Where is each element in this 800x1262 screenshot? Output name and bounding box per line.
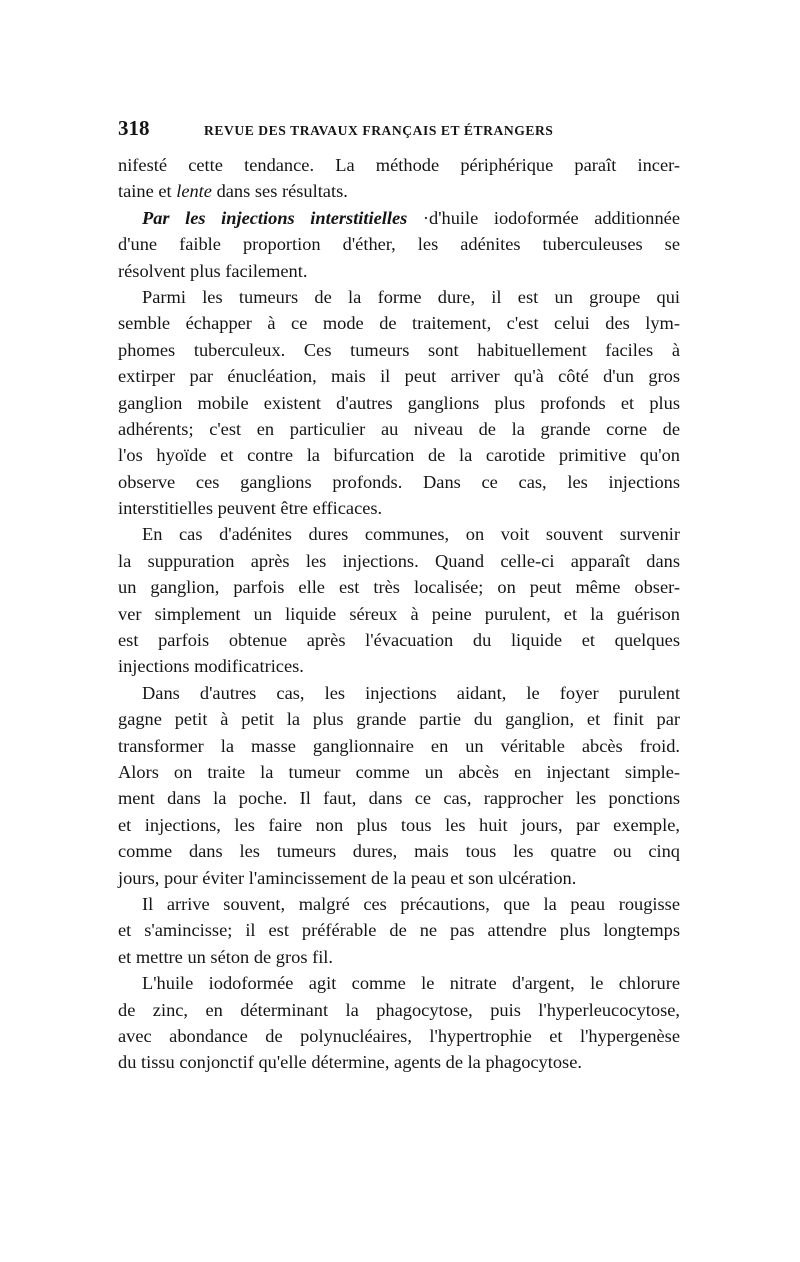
text-line: extirper par énucléation, mais il peut arriver qu'à côté d'un gros <box>118 366 680 387</box>
text-line: ganglion mobile existent d'autres ganglions plus profonds et plus <box>118 392 680 413</box>
emphasis-text: lente <box>176 181 212 202</box>
text-line: interstitielles peuvent être efficaces. <box>118 498 383 519</box>
running-head: REVUE DES TRAVAUX FRANÇAIS ET ÉTRANGERS <box>204 123 554 138</box>
text-line <box>118 178 680 204</box>
text-line: En cas d'adénites dures communes, on voit souvent survenir <box>142 524 680 545</box>
text-line: injections modificatrices. <box>118 656 304 677</box>
text-line: L'huile iodoformée agit comme le nitrate d'argent, le chlorure <box>142 973 680 994</box>
text-line: Parmi les tumeurs de la forme dure, il est un groupe qui <box>142 286 680 307</box>
text-line: ment dans la poche. Il faut, dans ce cas, rapprocher les ponctions <box>118 788 680 809</box>
text-line: phomes tuberculeux. Ces tumeurs sont habituellement faciles à <box>118 339 680 360</box>
text-line: transformer la masse ganglionnaire en un véritable abcès froid. <box>118 735 680 756</box>
text-line: observe ces ganglions profonds. Dans ce cas, les injections <box>118 471 680 492</box>
text-line: et injections, les faire non plus tous les huit jours, par exemple, <box>118 814 680 835</box>
text-line: Dans d'autres cas, les injections aidant, le foyer purulent <box>142 682 680 703</box>
text-line: est parfois obtenue après l'évacuation du liquide et quelques <box>118 630 680 651</box>
text-line: et s'amincisse; il est préférable de ne pas attendre plus longtemps <box>118 920 680 941</box>
text-segment: dans ses résultats. <box>211 181 348 202</box>
text-line: résolvent plus facilement. <box>118 260 308 281</box>
text-line: de zinc, en déterminant la phagocytose, puis l'hyperleucocytose, <box>118 999 680 1020</box>
page-number: 318 <box>118 116 150 140</box>
text-line: du tissu conjonctif qu'elle détermine, agents de la phagocytose. <box>118 1052 582 1073</box>
text-line: jours, pour éviter l'amincissement de la peau et son ulcération. <box>118 867 577 888</box>
text-line: adhérents; c'est en particulier au niveau de la grande corne de <box>118 418 680 439</box>
text-line <box>118 205 680 231</box>
text-segment: taine et <box>118 181 177 202</box>
text-segment: ·d'huile iodoformée additionnée <box>407 207 680 228</box>
page-header <box>118 117 683 143</box>
text-line: Alors on traite la tumeur comme un abcès en injectant simple- <box>118 761 680 782</box>
text-line: et mettre un séton de gros fil. <box>118 946 334 967</box>
text-line: l'os hyoïde et contre la bifurcation de la carotide primitive qu'on <box>118 445 680 466</box>
text-line: d'une faible proportion d'éther, les adénites tuberculeuses se <box>118 234 680 255</box>
text-line: comme dans les tumeurs dures, mais tous les quatre ou cinq <box>118 841 680 862</box>
text-line: gagne petit à petit la plus grande partie du ganglion, et finit par <box>118 709 680 730</box>
text-line: avec abondance de polynucléaires, l'hypertrophie et l'hypergenèse <box>118 1025 680 1046</box>
text-line: ver simplement un liquide séreux à peine purulent, et la guérison <box>118 603 680 624</box>
text-line: la suppuration après les injections. Quand celle-ci apparaît dans <box>118 550 680 571</box>
text-line: un ganglion, parfois elle est très localisée; on peut même obser- <box>118 577 680 598</box>
body-text <box>118 152 680 1076</box>
text-line: Il arrive souvent, malgré ces précautions, que la peau rougisse <box>142 893 680 914</box>
text-line: semble échapper à ce mode de traitement, c'est celui des lym- <box>118 313 680 334</box>
text-line: nifesté cette tendance. La méthode périphérique paraît incer- <box>118 155 680 175</box>
emphasis-text: Par les injections interstitielles <box>142 207 408 228</box>
